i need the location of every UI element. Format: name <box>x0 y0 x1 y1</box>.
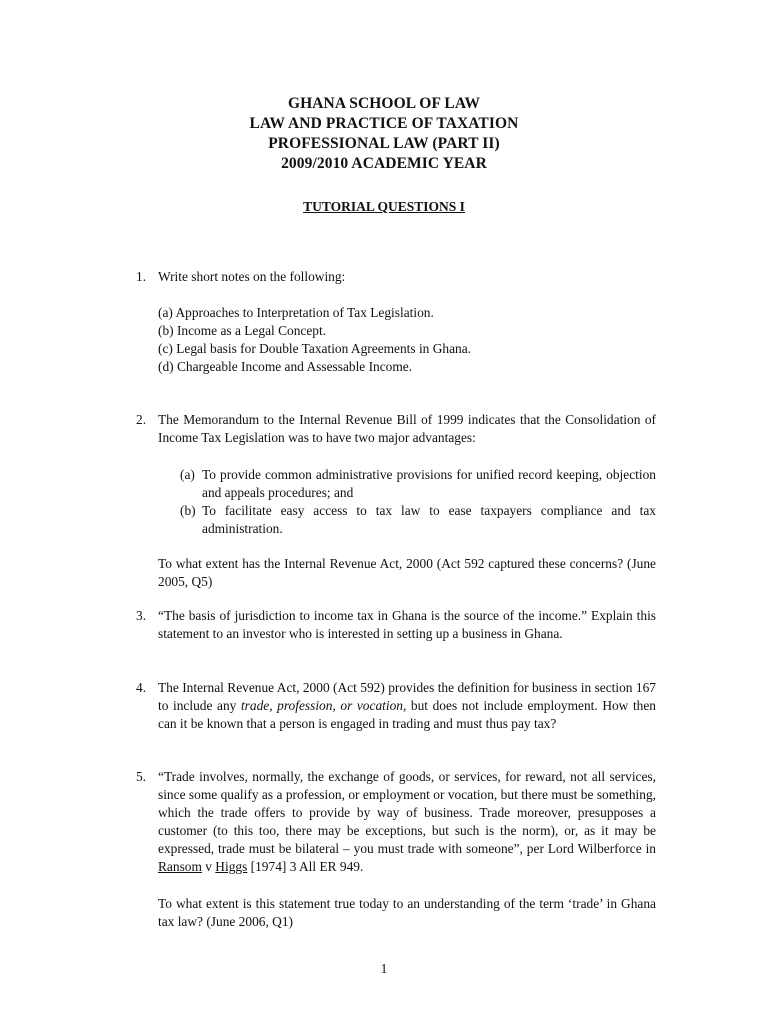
item-label: (b) <box>180 503 196 518</box>
question-number: 2. <box>136 412 147 427</box>
header-year: 2009/2010 ACADEMIC YEAR <box>281 155 487 172</box>
header-program: PROFESSIONAL LAW (PART II) <box>268 135 500 152</box>
question-2-question: To what extent has the Internal Revenue Act, 2000 (Act 592 captured these concerns? (June 2005, Q5) <box>158 556 656 589</box>
question-1 <box>136 268 656 376</box>
item-text: To facilitate easy access to tax law to ease taxpayers compliance and tax administration. <box>202 503 656 536</box>
question-4-text <box>158 679 656 733</box>
question-2-intro: The Memorandum to the Internal Revenue Bill of 1999 indicates that the Consolidation of Income Tax Legislation was to have two major advantages: <box>158 412 656 445</box>
question-number: 5. <box>136 769 147 784</box>
tutorial-title <box>0 198 768 216</box>
question-2-item-a <box>180 466 656 502</box>
item-label: (a) <box>180 467 195 482</box>
question-5-quote <box>158 768 656 876</box>
tutorial-title-text: TUTORIAL QUESTIONS I <box>303 199 465 214</box>
header-course: LAW AND PRACTICE OF TAXATION <box>249 115 519 132</box>
question-1-item-d: (d) Chargeable Income and Assessable Income. <box>158 359 413 374</box>
question-5-quote-text: “Trade involves, normally, the exchange of goods, or services, for reward, not all services, since some qualify as a profession, or employment or vocation, but there must be something, which the trade offers to provide by way of business. Trade moreover, presupposes a customer (to this too, there may be exceptions, but such is the norm), or, as it may be expressed, trade must be bilateral – you must trade with someone”, per Lord Wilberforce in <box>158 769 656 856</box>
case-versus: v <box>201 859 216 874</box>
header-institution: GHANA SCHOOL OF LAW <box>287 95 481 112</box>
case-name-higgs: Higgs <box>215 859 248 874</box>
question-4-text-start: The Internal Revenue Act, 2000 (Act 592) provides the definition for business in section 167 to include any <box>158 680 656 713</box>
question-2-item-b <box>180 502 656 538</box>
page-number: 1 <box>380 961 388 976</box>
question-1-item-a: (a) Approaches to Interpretation of Tax Legislation. <box>158 305 434 320</box>
question-4-text-end: but does not include employment. How then can it be known that a person is engaged in trading and must thus pay tax? <box>158 698 656 731</box>
question-3-text: “The basis of jurisdiction to income tax in Ghana is the source of the income.” Explain this statement to an investor who is interested in setting up a business in Ghana. <box>158 608 656 641</box>
question-4 <box>136 679 656 733</box>
question-5 <box>136 768 656 931</box>
question-2 <box>136 411 656 591</box>
document-header <box>0 94 768 174</box>
question-5-question: To what extent is this statement true today to an understanding of the term ‘trade’ in Ghana tax law? (June 2006, Q1) <box>158 896 656 929</box>
question-1-item-c: (c) Legal basis for Double Taxation Agreements in Ghana. <box>158 341 472 356</box>
question-4-italic-terms: trade, profession, or vocation, <box>240 698 407 713</box>
question-number: 4. <box>136 680 147 695</box>
question-3 <box>136 607 656 643</box>
item-text: To provide common administrative provisions for unified record keeping, objection and appeals procedures; and <box>202 467 656 500</box>
question-number: 1. <box>136 269 147 284</box>
case-citation: [1974] 3 All ER 949. <box>247 859 364 874</box>
question-number: 3. <box>136 608 147 623</box>
question-1-item-b: (b) Income as a Legal Concept. <box>158 323 327 338</box>
case-name-ransom: Ransom <box>158 859 202 874</box>
question-1-intro: Write short notes on the following: <box>158 269 346 284</box>
